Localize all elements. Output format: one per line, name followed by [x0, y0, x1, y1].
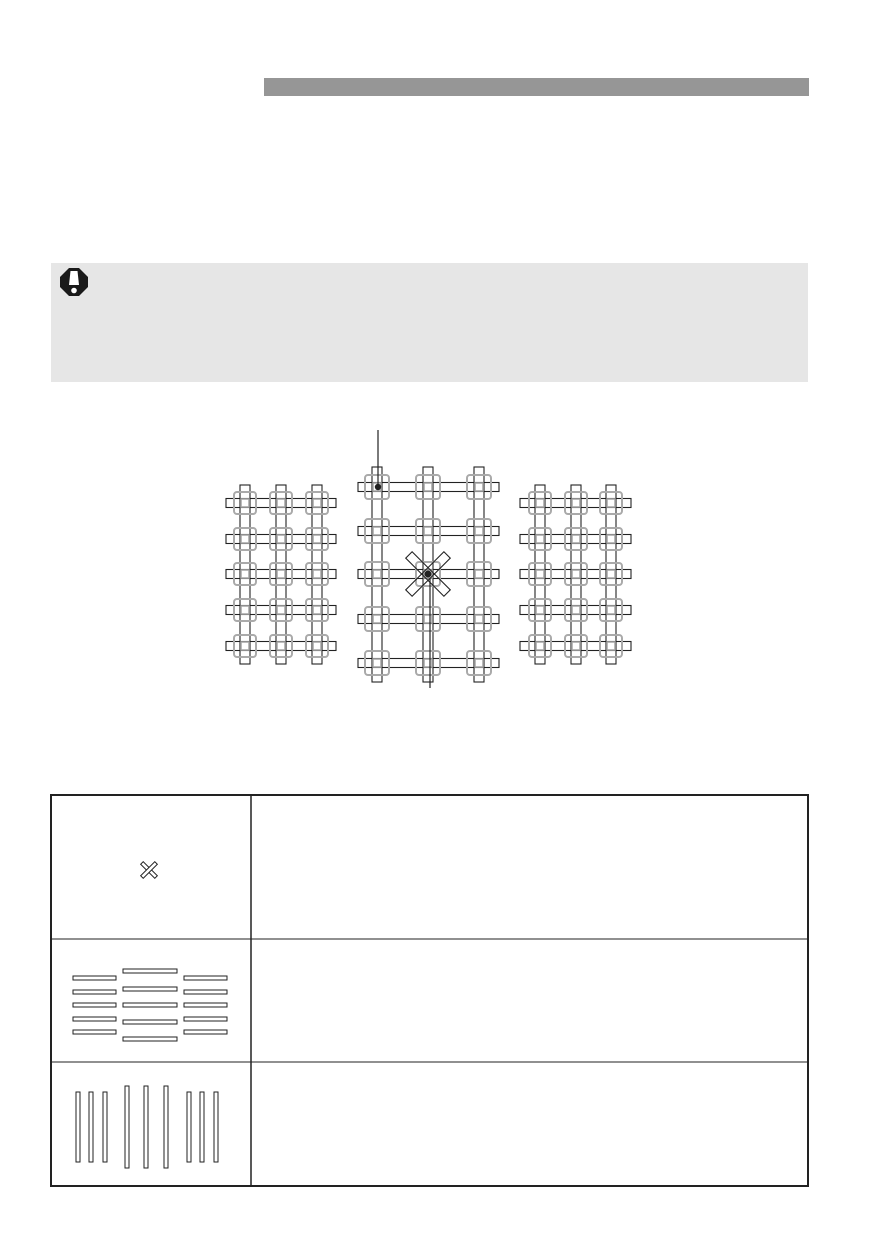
horizontal-sensor-bar — [184, 990, 227, 994]
af-point-center — [572, 606, 580, 614]
af-point-frame — [416, 651, 440, 675]
af-diagram-annotations — [375, 430, 466, 688]
af-point-center — [607, 499, 615, 507]
af-point-center — [241, 535, 249, 543]
af-point-frame — [529, 492, 551, 514]
af-point-frame — [234, 635, 256, 657]
af-point-frame — [306, 492, 328, 514]
af-point-frame — [365, 651, 389, 675]
af-point-center — [536, 535, 544, 543]
af-point-frame — [234, 599, 256, 621]
af-point-center — [607, 535, 615, 543]
horizontal-sensor-bar — [184, 1017, 227, 1021]
af-point-frame — [529, 528, 551, 550]
af-point-center — [475, 527, 483, 535]
af-point-frame — [416, 607, 440, 631]
af-point-frame — [565, 528, 587, 550]
af-point-frame — [365, 562, 389, 586]
horizontal-sensor-bar — [123, 1037, 177, 1041]
vertical-sensor-bar — [76, 1092, 80, 1162]
af-point-frame — [234, 528, 256, 550]
af-point-center — [607, 642, 615, 650]
horizontal-line-sensor — [226, 535, 336, 544]
af-point-center — [424, 483, 432, 491]
horizontal-sensor-bar — [184, 976, 227, 980]
af-point-center — [241, 642, 249, 650]
horizontal-sensor-bar — [73, 1017, 116, 1021]
horizontal-sensor-bar — [123, 1020, 177, 1024]
caution-icon — [59, 267, 89, 297]
af-point-frame — [529, 635, 551, 657]
horizontal-sensor-bar — [73, 990, 116, 994]
af-points-right-group — [520, 485, 631, 664]
vertical-sensor-bar — [125, 1086, 129, 1168]
caution-box — [51, 263, 808, 382]
af-point-center — [475, 659, 483, 667]
af-point-frame — [306, 635, 328, 657]
af-point-center — [241, 606, 249, 614]
vertical-sensor-bar — [187, 1092, 191, 1162]
af-point-center — [373, 570, 381, 578]
horizontal-line-sensor — [226, 642, 336, 651]
af-point-center — [536, 570, 544, 578]
horizontal-line-sensor — [226, 606, 336, 615]
af-point-frame — [234, 492, 256, 514]
af-point-center — [475, 483, 483, 491]
af-point-frame — [467, 475, 491, 499]
horizontal-sensor-bar — [73, 1003, 116, 1007]
horizontal-line-sensor — [226, 570, 336, 579]
horizontal-sensor-bar — [73, 976, 116, 980]
af-point-frame — [565, 599, 587, 621]
af-point-frame — [600, 528, 622, 550]
af-point-center — [241, 570, 249, 578]
af-point-frame — [306, 528, 328, 550]
af-point-frame — [600, 563, 622, 585]
af-point-center — [475, 615, 483, 623]
horizontal-sensor-bar — [123, 987, 177, 991]
vertical-sensor-bar — [89, 1092, 93, 1162]
section-header-bar — [264, 78, 809, 96]
af-point-center — [536, 499, 544, 507]
af-point-center — [277, 606, 285, 614]
af-point-center — [277, 499, 285, 507]
af-point-center — [607, 570, 615, 578]
af-point-frame — [365, 607, 389, 631]
horizontal-sensor-bar — [123, 1003, 177, 1007]
af-point-frame — [416, 475, 440, 499]
af-point-frame — [416, 519, 440, 543]
af-point-center — [424, 659, 432, 667]
vertical-sensor-bar — [164, 1086, 168, 1168]
af-point-frame — [565, 563, 587, 585]
af-point-frame — [600, 492, 622, 514]
af-point-frame — [270, 528, 292, 550]
af-point-frame — [270, 563, 292, 585]
af-point-center — [277, 642, 285, 650]
horizontal-line-sensor — [358, 659, 499, 668]
af-point-frame — [467, 607, 491, 631]
vertical-sensor-bar — [214, 1092, 218, 1162]
horizontal-line-sensor — [358, 527, 499, 536]
af-point-frame — [306, 599, 328, 621]
af-point-frame — [306, 563, 328, 585]
af-point-frame — [600, 599, 622, 621]
af-point-frame — [529, 599, 551, 621]
vertical-sensor-bar — [144, 1086, 148, 1168]
af-point-center — [572, 499, 580, 507]
af-point-center — [313, 642, 321, 650]
horizontal-sensor-bar — [184, 1030, 227, 1034]
af-point-center — [424, 527, 432, 535]
af-point-frame — [270, 492, 292, 514]
af-point-center — [277, 535, 285, 543]
af-point-center — [572, 570, 580, 578]
vertical-sensor-bar — [200, 1092, 204, 1162]
af-point-frame — [529, 563, 551, 585]
af-point-center — [373, 527, 381, 535]
af-point-center — [241, 499, 249, 507]
horizontal-sensor-bar — [73, 1030, 116, 1034]
af-point-center — [373, 659, 381, 667]
af-point-center — [572, 642, 580, 650]
af-point-center — [373, 615, 381, 623]
af-point-frame — [234, 563, 256, 585]
af-point-frame — [467, 651, 491, 675]
af-point-frame — [365, 519, 389, 543]
af-point-center — [536, 606, 544, 614]
horizontal-line-sensor — [226, 499, 336, 508]
af-point-frame — [270, 599, 292, 621]
horizontal-sensor-bar — [123, 969, 177, 973]
horizontal-sensor-bar — [184, 1003, 227, 1007]
af-point-center — [313, 499, 321, 507]
af-point-frame — [270, 635, 292, 657]
af-point-center — [536, 642, 544, 650]
af-point-frame — [467, 519, 491, 543]
af-point-center — [572, 535, 580, 543]
af-point-center — [313, 535, 321, 543]
leader-dot-top — [375, 484, 381, 490]
horizontal-line-sensor — [358, 615, 499, 624]
af-point-center — [313, 570, 321, 578]
af-point-center — [424, 615, 432, 623]
af-point-center — [277, 570, 285, 578]
af-points-left-group — [226, 485, 336, 664]
af-point-frame — [565, 635, 587, 657]
af-point-frame — [467, 562, 491, 586]
center-point-dot — [425, 571, 432, 578]
af-mode-table — [50, 794, 809, 1187]
vertical-sensor-bar — [103, 1092, 107, 1162]
af-point-center — [313, 606, 321, 614]
af-point-frame — [565, 492, 587, 514]
af-sensor-diagram — [0, 420, 894, 700]
af-point-center — [607, 606, 615, 614]
af-point-frame — [600, 635, 622, 657]
af-point-center — [475, 570, 483, 578]
